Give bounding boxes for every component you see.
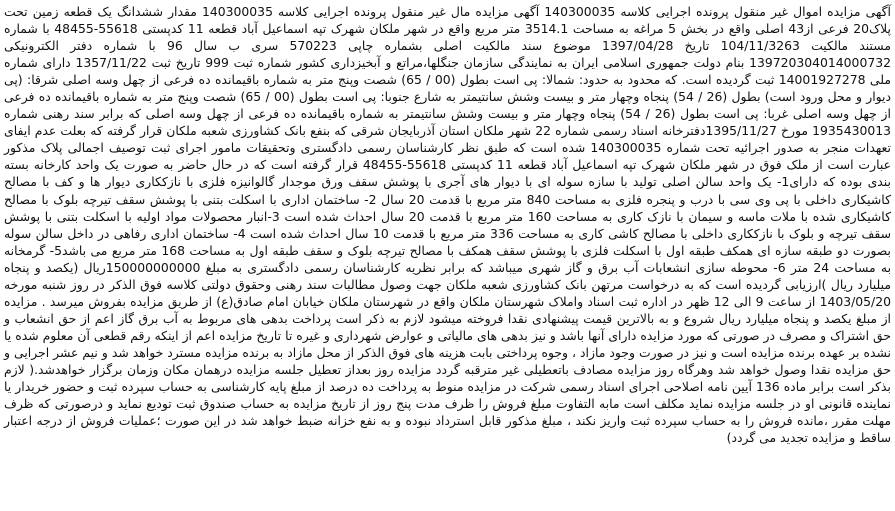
notice-body-text: آگهی مزایده اموال غیر منقول پرونده اجرایی کلاسه 140300035 آگهی مزایده مال غیر منقول پرونده اجرایی کلاسه 140300035 مقدار ششدانگ یک قطعه زمین تحت پلاک20 فرعی از43 اصلی واقع در بخش 5 مراغه به مساحت 3514.1 متر مربع واقع در شهر ملکان شهرک تپه اسماعیل آباد قطعه 11 کدپستی 55618-48455 با شماره مستند مالکیت 104/11/3263 تاریخ 1397/04/28 موضوع سند مالکیت اصلی بشماره چاپی 570223 سری ب سال 96 با شماره دفتر الکترونیکی 139720304014000732 بنام دولت جمهوری اسلامی ایران به نمایندگی سازمان جنگلها،مراتع و آبخیزداری کشور شماره ثبت 999 تاریخ ثبت 1357/11/22 دارای شماره ملی 14001927278 ثبت گردیده است. که محدود به حدود: شمالا: پی است بطول (00 / 65) شصت وپنج متر به شماره باقیمانده ده فرعی از چهل وسه اصلی شرقا: (پی دیوار و محل ورود است) بطول (26 / 54) پنجاه وچهار متر و بیست وشش سانتیمتر به شارع جنوبا: پی است بطول (00 / 65) شصت وپنج متر به شماره باقیمانده ده فرعی از چهل وسه اصلی غربا: پی است بطول (26 / 54) پنجاه وچهار متر و بیست وشش سانتیمتر به شماره باقیمانده ده فرعی از چهل وسه اصلی که برابر سند رهنی شماره 1935430013 مورخ 1395/11/27دفترخانه اسناد رسمی شماره 22 شهر ملکان استان آذربایجان شرقی که بنفع بانک کشاورزی شعبه ملکان قرار گرفته که بعلت عدم ایفای تعهدات منجر به صدور اجرائیه تحت شماره 140300035 شده است که طبق نظر کارشناسان رسمی دادگستری وتحقیقات مامور اجرای ثبت توصیف اجمالی پلاک مذکور عبارت است از ملک فوق در شهر ملکان شهرک تپه اسماعیل آباد قطعه 11 کدپستی 55618-48455 قرار گرفته است که در حال حاضر به صورت یک واحد کارخانه بسته بندی بوده که دارای1- یک واحد سالن اصلی تولید با سازه سوله ای با دیوار های آجری با پوشش سقف ورق موجدار گالوانیزه فلزی با نازککاری دیوار ها و کف با مصالح کاشیکاری داخلی با پی وی سی با درب و پنجره فلزی به مساحت 840 متر مربع با قدمت 20 سال 2- ساختمان اداری با اسکلت بتنی با پوشش سقف تیرچه بلوک با مصالح کاشیکاری شده با ملات ماسه و سیمان با نازک کاری به مساحت 160 متر مربع با قدمت 20 سال احداث شده است 3-انبار محصولات مواد اولیه با اسکلت بتنی با پوشش سقف تیرچه و بلوک با نازککاری داخلی با مصالح کاشی کاری به مساحت 336 متر مربع با قدمت 10 سال احداث شده است 4- ساختمان اداری رفاهی در داخل سالن سوله بصورت دو طبقه سازه ای همکف طبقه اول با اسکلت فلزی با پوشش سقف همکف با مصالح تیرچه بلوک و سقف طبقه اول به مساحت 168 متر مربع می باشد5- گرمخانه به مساحت 24 متر 6- محوطه سازی انشعابات آب برق و گاز شهری میباشد که برابر نظریه کارشناسان رسمی دادگستری به مبلغ 150000000000ریال (یکصد و پنجاه میلیارد ریال )ارزیابی گردیده است که به درخواست مرتهن بانک کشاورزی شعبه ملکان جهت وصول مطالبات سند رهنی وحقوق دولتی کلاسه فوق الذکر در روز شنبه مورخه 1403/05/20 از ساعت 9 الی 12 ظهر در اداره ثبت اسناد واملاک شهرستان ملکان واقع در شهرستان ملکان خیابان امام صادق(ع) از طریق مزایده بفروش میرسد . مزایده از مبلغ یکصد و پنجاه میلیارد ریال شروع و به بالاترین قیمت پیشنهادی نقدا فروخته میشود لازم به ذکر است پرداخت بدهی های مربوط به آب برق گاز اعم از حق انشعاب و حق اشتراک و مصرف در صورتی که مورد مزایده دارای آنها باشد و نیز بدهی های مالیاتی و عوارض شهرداری و غیره تا تاریخ مزایده اعم از اینکه رقم قطعی آن معلوم شده یا نشده بر عهده برنده مزایده است و نیز در صورت وجود مازاد ، وجوه پرداختی بابت هزینه های فوق الذکر از محل مازاد به برنده مزایده مسترد خواهد شد و نیم عشر اجرایی و حق مزایده نقدا وصول خواهد شد وهرگاه روز مزایده مصادف باتعطیلی غیر مترقبه گردد مزایده روز بعداز تعطیل جلسه مزایده درهمان مکان وزمان برگزار خواهدشد.( لازم بذکر است برابر ماده 136 آیین نامه اصلاحی اجرای اسناد رسمی شرکت در مزایده منوط به پرداخت ده درصد از مبلغ پایه کارشناسی به حساب سپرده ثبت و حضور خریدار یا نماینده قانونی او در جلسه مزایده نماید مکلف است مابه التفاوت مبلغ فروش را ظرف مدت پنج روز از تاریخ مزایده به حساب صندوق ثبت تودیع نماید و درصورتی که ظرف مهلت مقرر ،مانده فروش را به حساب سپرده ثبت واریز نکند ، مبلغ مذکور قابل استرداد نبوده و به نفع خزانه ضبط خواهد شد در این صورت ؛عملیات فروش از درجه اعتبار ساقط و مزایده تجدید می گردد) <box>4 4 892 446</box>
auction-notice <box>4 3 891 446</box>
